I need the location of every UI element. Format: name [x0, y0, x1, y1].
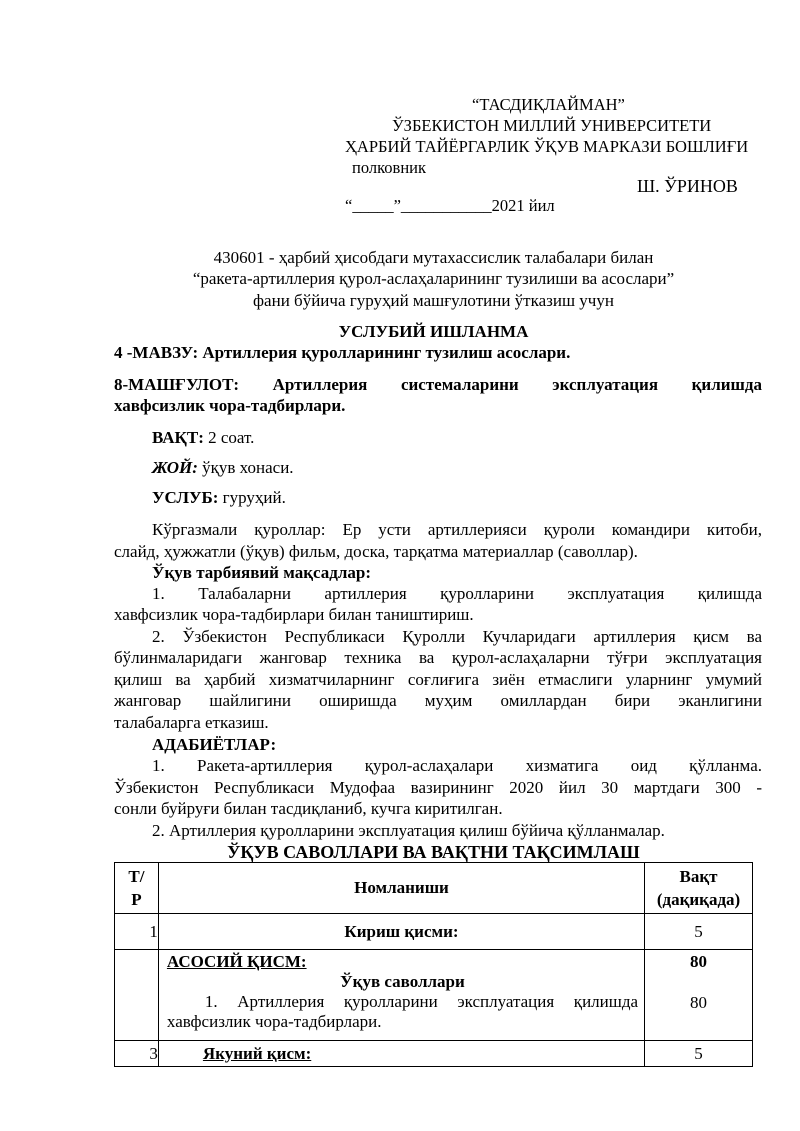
table-row — [115, 950, 753, 1041]
header-name: Номланиши — [354, 878, 449, 897]
schedule-heading: ЎҚУВ САВОЛЛАРИ ВА ВАҚТНИ ТАҚСИМЛАШ — [227, 842, 640, 862]
approval-university: ЎЗБЕКИСТОН МИЛЛИЙ УНИВЕРСИТЕТИ — [392, 116, 712, 135]
approval-date-line: “_____”___________2021 йил — [345, 196, 555, 215]
header-number-line-1: Т/ — [128, 867, 145, 886]
visual-aids-line-2: слайд, ҳужжатли (ўқув) фильм, доска, тарқатма материаллар (саволлар). — [114, 542, 638, 561]
approval-name: Ш. ЎРИНОВ — [637, 176, 738, 196]
time-label: ВАҚТ: — [152, 428, 204, 447]
goal-1-line-1: 1. Талабаларни артиллерия қуролларини эксплуатация қилишда — [152, 584, 762, 603]
goals-heading: Ўқув тарбиявий мақсадлар: — [152, 563, 371, 582]
goal-2-line-1: 2. Ўзбекистон Республикаси Қуролли Кучларидаги артиллерия қисм ва — [152, 627, 762, 646]
row-number: 3 — [115, 1041, 159, 1067]
header-time-cell — [645, 863, 753, 914]
intro-line-1: 430601 - ҳарбий ҳисобдаги мутахассислик талабалари билан — [213, 248, 654, 267]
header-time-line-2: (дақиқада) — [656, 890, 741, 909]
lesson-line-2: хавфсизлик чора-тадбирлари. — [114, 396, 346, 415]
row-name: Кириш қисми: — [158, 914, 644, 950]
row-name: Якуний қисм: — [158, 1041, 644, 1067]
literature-1-line-1: 1. Ракета-артиллерия қурол-аслаҳалари хизматига оид қўлланма. — [152, 756, 762, 775]
goal-1-line-2: хавфсизлик чора-тадбирлари билан таништириш. — [114, 605, 474, 624]
main-part-cell — [158, 950, 644, 1041]
goal-2-line-2: бўлинмаларидаги жанговар техника ва қурол-аслаҳаларни тўғри эксплуатация — [114, 648, 762, 667]
lesson-line-1: 8-МАШҒУЛОТ: Артиллерия системаларини эксплуатация қилишда — [114, 375, 762, 394]
header-name-cell — [158, 863, 644, 914]
question-1-line-2: хавфсизлик чора-тадбирлари. — [166, 1012, 382, 1031]
method-label: УСЛУБ: — [152, 488, 219, 507]
questions-subheading: Ўқув саволлари — [340, 972, 465, 991]
goal-2-line-5: талабаларга етказиш. — [114, 713, 269, 732]
row-time: 5 — [645, 1041, 753, 1067]
intro-line-3: фани бўйича гуруҳий машғулотини ўтказиш учун — [253, 291, 614, 310]
topic-line: 4 -МАВЗУ: Артиллерия қуролларининг тузилиш асослари. — [114, 343, 571, 362]
row-number — [115, 950, 159, 1041]
table-row — [115, 1041, 753, 1067]
table-header-row — [115, 863, 753, 914]
method-value: гуруҳий. — [218, 488, 286, 507]
main-part-time: 80 — [690, 952, 708, 971]
table-row — [115, 914, 753, 950]
place-row — [152, 458, 294, 478]
time-row — [152, 428, 254, 448]
header-number-cell — [115, 863, 159, 914]
schedule-table — [114, 862, 753, 1067]
literature-2: 2. Артиллерия қуролларини эксплуатация қилиш бўйича қўлланмалар. — [152, 821, 665, 840]
literature-1-line-3: сонли буйруғи билан тасдиқланиб, кучга киритилган. — [114, 799, 503, 818]
intro-line-2: “ракета-артиллерия қурол-аслаҳаларининг тузилиши ва асослари” — [192, 269, 675, 288]
approval-center: ҲАРБИЙ ТАЙЁРГАРЛИК ЎҚУВ МАРКАЗИ БОШЛИҒИ — [345, 137, 749, 156]
literature-heading: АДАБИЁТЛАР: — [152, 735, 277, 754]
goal-2-line-4: жанговар шайлигини оширишда муҳим омиллардан бири эканлигини — [114, 691, 762, 710]
row-number: 1 — [115, 914, 159, 950]
row-time: 5 — [645, 914, 753, 950]
literature-1-line-2: Ўзбекистон Республикаси Мудофаа вазирининг 2020 йил 30 мартдаги 300 - — [114, 778, 762, 797]
approval-title: “ТАСДИҚЛАЙМАН” — [472, 95, 625, 114]
document-title: УСЛУБИЙ ИШЛАНМА — [338, 322, 529, 341]
question-1-line-1: 1. Артиллерия қуролларини эксплуатация қилишда — [204, 992, 639, 1011]
place-value: ўқув хонаси. — [197, 458, 294, 477]
question-1-time: 80 — [690, 993, 708, 1012]
place-label: ЖОЙ: — [152, 458, 198, 477]
visual-aids-line-1: Кўргазмали қуроллар: Ер усти артиллерияси қуроли командири китоби, — [152, 520, 762, 539]
goal-2-line-3: қилиш ва ҳарбий хизматчиларнинг соғлиғига зиён етмаслиги уларнинг умумий — [114, 670, 762, 689]
main-part-time-cell — [645, 950, 753, 1041]
header-number-line-2: Р — [131, 890, 142, 909]
header-time-line-1: Вақт — [679, 867, 718, 886]
main-part-title: АСОСИЙ ҚИСМ: — [166, 952, 307, 971]
approval-rank: полковник — [352, 158, 426, 177]
method-row — [152, 488, 286, 508]
time-value: 2 соат. — [203, 428, 255, 447]
